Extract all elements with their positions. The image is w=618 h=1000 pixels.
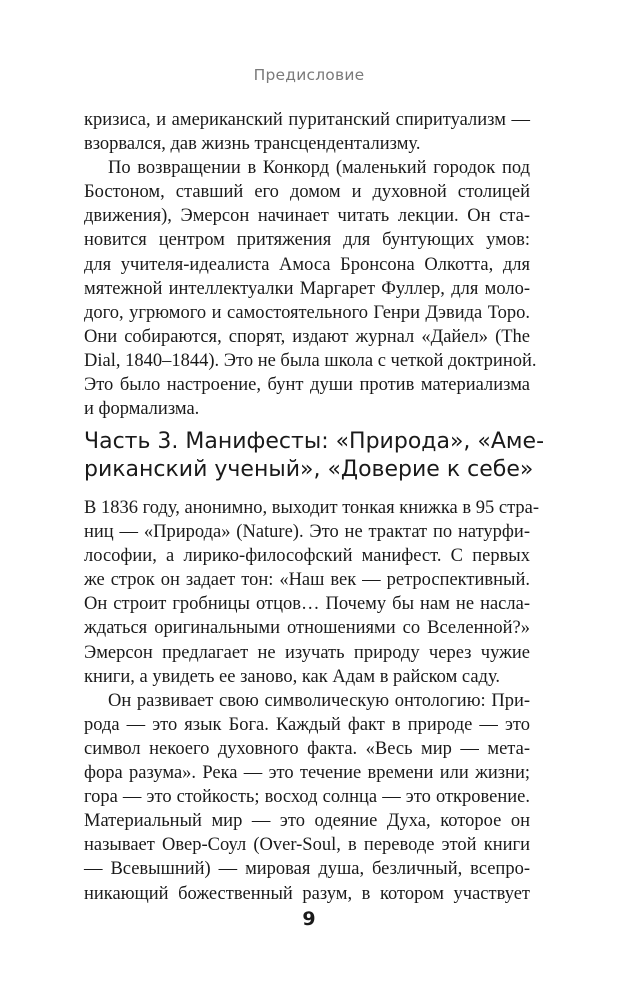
text-line: Они собираются, спорят, издают журнал «Дайел» (The	[84, 326, 530, 347]
page-number: 9	[302, 908, 316, 930]
text-line: Dial, 1840–1844). Это не была школа с четкой доктриной.	[84, 350, 537, 371]
text-line: — Всевышний) — мировая душа, безличный, всепро-	[84, 859, 530, 880]
text-line: мятежной интеллектуалки Маргарет Фуллер, для моло-	[84, 278, 530, 299]
text-line: и формализма.	[84, 399, 200, 420]
text-line: взорвался, дав жизнь трансцендентализму.	[84, 134, 421, 155]
text-line: Материальный мир — это одеяние Духа, которое он	[84, 811, 530, 832]
text-line: ниц — «Природа» (Nature). Это не трактат по натурфи-	[84, 522, 530, 543]
text-line: Он развивает свою символическую онтологию: При-	[108, 690, 530, 711]
text-line: движения), Эмерсон начинает читать лекции. Он ста-	[84, 206, 530, 227]
text-line: книги, а увидеть ее заново, как Адам в райском саду.	[84, 666, 500, 687]
text-line: По возвращении в Конкорд (маленький городок под	[108, 158, 530, 179]
text-line: дого, угрюмого и самостоятельного Генри Дэвида Торо.	[84, 302, 530, 323]
heading-line: риканский ученый», «Доверие к себе»	[84, 457, 534, 482]
text-line: новится центром притяжения для бунтующих умов:	[84, 230, 530, 251]
text-line: ждаться оригинальными отношениями со Вселенной?»	[84, 618, 530, 639]
text-line: лософии, а лирико-философский манифест. С первых	[84, 546, 530, 567]
paragraph-block-2	[84, 496, 540, 906]
text-line: кризиса, и американский пуританский спиритуализм —	[84, 110, 530, 130]
text-line: Он строит гробницы отцов… Почему бы нам не насла-	[84, 594, 530, 615]
text-line: Это было настроение, бунт души против материализма	[84, 375, 530, 396]
heading-line: Часть 3. Манифесты: «Природа», «Аме-	[84, 429, 545, 454]
text-line: Бостоном, ставший его домом и духовной столицей	[84, 182, 530, 203]
text-line: В 1836 году, анонимно, выходит тонкая книжка в 95 стра-	[84, 498, 540, 518]
text-line: никающий божественный разум, в котором участвует	[84, 883, 530, 904]
text-line: фора разума». Река — это течение времени или жизни;	[84, 763, 530, 784]
text-line: гора — это стойкость; восход солнца — это откровение.	[84, 787, 530, 808]
text-line: рода — это язык Бога. Каждый факт в природе — это	[84, 714, 530, 735]
text-line: Эмерсон предлагает не изучать природу через чужие	[84, 642, 530, 663]
paragraph-block-1	[84, 108, 537, 421]
text-line: же строк он задает тон: «Наш век — ретроспективный.	[84, 570, 530, 591]
text-line: символ некоего духовного факта. «Весь мир — мета-	[84, 738, 530, 759]
section-heading	[84, 428, 545, 484]
text-line: для учителя-идеалиста Амоса Бронсона Олкотта, для	[84, 254, 530, 275]
text-line: называет Овер-Соул (Over-Soul, в переводе этой книги	[84, 835, 530, 856]
running-head: Предисловие	[253, 66, 365, 84]
